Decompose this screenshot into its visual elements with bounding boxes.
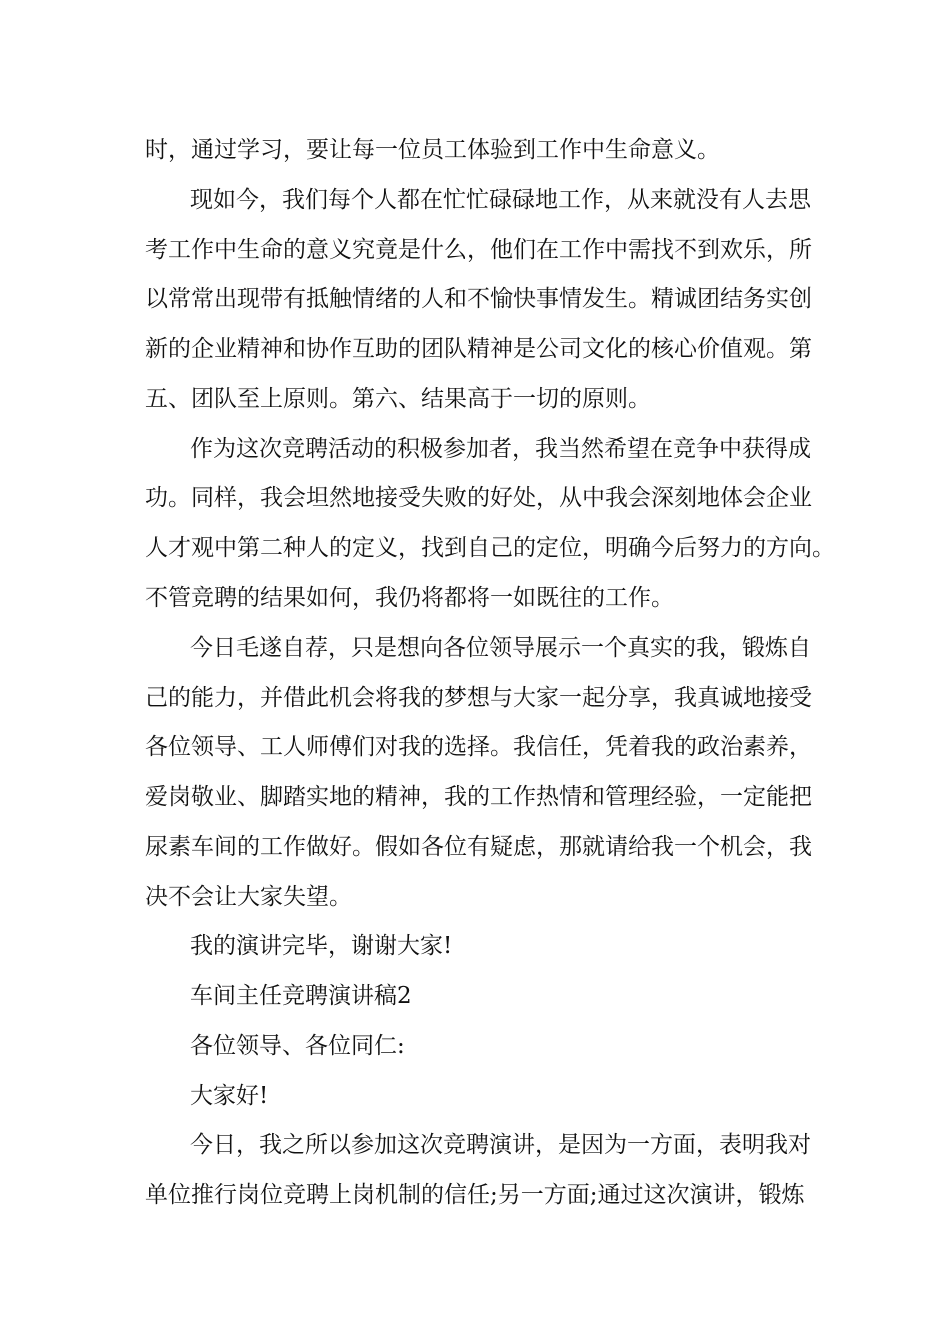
- greeting-line: 大家好!: [190, 1083, 269, 1109]
- text-line: 人才观中第二种人的定义，找到自己的定位，明确今后努力的方向。: [145, 535, 835, 561]
- text-line: 考工作中生命的意义究竟是什么，他们在工作中需找不到欢乐，所: [145, 237, 812, 263]
- text-line: 各位领导、工人师傅们对我的选择。我信任，凭着我的政治素养，: [145, 734, 812, 760]
- paragraph-start-line: 现如今，我们每个人都在忙忙碌碌地工作，从来就没有人去思: [190, 187, 811, 213]
- text-line: 新的企业精神和协作互助的团队精神是公司文化的核心价值观。第: [145, 336, 812, 362]
- text-line: 五、团队至上原则。第六、结果高于一切的原则。: [145, 386, 651, 412]
- text-line: 不管竞聘的结果如何，我仍将都将一如既往的工作。: [145, 585, 674, 611]
- text-line: 以常常出现带有抵触情绪的人和不愉快事情发生。精诚团结务实创: [145, 286, 812, 312]
- text-line: 单位推行岗位竞聘上岗机制的信任;另一方面;通过这次演讲，锻炼: [145, 1182, 805, 1208]
- closing-line: 我的演讲完毕，谢谢大家!: [190, 933, 453, 959]
- text-line: 尿素车间的工作做好。假如各位有疑虑，那就请给我一个机会，我: [145, 834, 812, 860]
- text-line: 己的能力，并借此机会将我的梦想与大家一起分享，我真诚地接受: [145, 685, 812, 711]
- text-line: 时，通过学习，要让每一位员工体验到工作中生命意义。: [145, 137, 720, 163]
- paragraph-start-line: 今日毛遂自荐，只是想向各位领导展示一个真实的我，锻炼自: [190, 635, 811, 661]
- salutation-line: 各位领导、各位同仁:: [190, 1033, 405, 1059]
- paragraph-start-line: 今日，我之所以参加这次竞聘演讲，是因为一方面，表明我对: [190, 1132, 811, 1158]
- text-line: 决不会让大家失望。: [145, 884, 352, 910]
- text-line: 爱岗敬业、脚踏实地的精神，我的工作热情和管理经验，一定能把: [145, 784, 812, 810]
- text-line: 功。同样，我会坦然地接受失败的好处，从中我会深刻地体会企业: [145, 485, 812, 511]
- section-title: 车间主任竞聘演讲稿2: [190, 983, 412, 1009]
- paragraph-start-line: 作为这次竞聘活动的积极参加者，我当然希望在竞争中获得成: [190, 436, 811, 462]
